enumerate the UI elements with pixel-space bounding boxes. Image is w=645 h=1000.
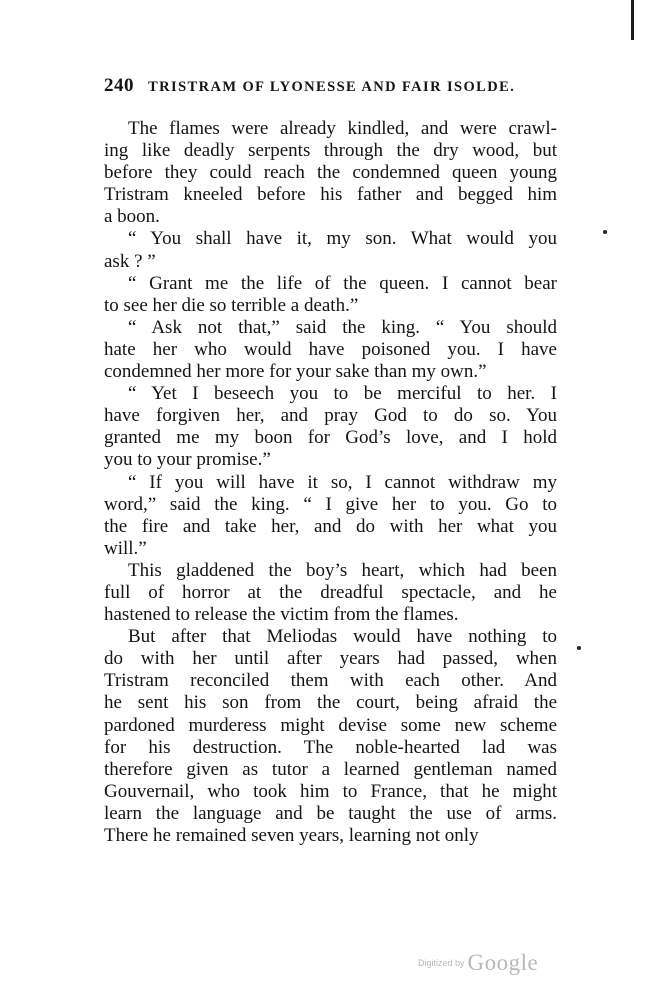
text-line: Tristram kneeled before his father and begged him <box>104 184 557 206</box>
text-line: But after that Meliodas would have nothing to <box>128 626 557 648</box>
text-line: a boon. <box>104 206 160 228</box>
text-line: There he remained seven years, learning not only <box>104 825 479 846</box>
digitized-by-google-watermark <box>418 950 538 976</box>
text-line: “ Yet I beseech you to be merciful to her. I <box>128 383 557 405</box>
text-line: do with her until after years had passed, when <box>104 648 557 670</box>
text-line: learn the language and be taught the use of arms. <box>104 802 557 824</box>
text-line: Tristram reconciled them with each other. And <box>104 670 557 692</box>
text-line: word,” said the king. “ I give her to you. Go to <box>104 493 557 515</box>
text-line: he sent his son from the court, being afraid the <box>104 692 557 714</box>
text-line: for his destruction. The noble-hearted lad was <box>104 736 557 758</box>
text-line: The flames were already kindled, and were crawl- <box>128 118 557 139</box>
text-line: “ You shall have it, my son. What would you <box>128 228 557 250</box>
text-line: the fire and take her, and do with her what you <box>104 515 557 537</box>
text-line: condemned her more for your sake than my own.” <box>104 361 487 383</box>
print-speck <box>577 646 581 650</box>
text-line: therefore given as tutor a learned gentleman named <box>104 758 557 780</box>
text-line: will.” <box>104 537 147 559</box>
text-line: ask ? ” <box>104 250 156 272</box>
text-line: hate her who would have poisoned you. I have <box>104 338 557 360</box>
text-line: to see her die so terrible a death.” <box>104 294 359 316</box>
page-number: 240 <box>104 75 134 96</box>
text-line: before they could reach the condemned queen young <box>104 162 557 184</box>
text-line: have forgiven her, and pray God to do so. You <box>104 405 557 427</box>
text-line: ing like deadly serpents through the dry wood, but <box>104 140 557 162</box>
text-line: pardoned murderess might devise some new scheme <box>104 714 557 736</box>
page-edge-line <box>631 0 634 40</box>
text-line: you to your promise.” <box>104 449 271 471</box>
text-line: granted me my boon for God’s love, and I hold <box>104 427 557 449</box>
running-title: TRISTRAM OF LYONESSE AND FAIR ISOLDE. <box>148 79 516 95</box>
body-text <box>104 118 557 847</box>
text-line: “ If you will have it so, I cannot withdraw my <box>128 471 557 493</box>
text-line: Gouvernail, who took him to France, that he might <box>104 780 557 802</box>
text-line: hastened to release the victim from the flames. <box>104 604 459 626</box>
watermark-prefix: Digitized by <box>418 958 465 968</box>
google-logo: Google <box>467 950 539 975</box>
text-line: “ Ask not that,” said the king. “ You should <box>128 316 557 338</box>
text-line: “ Grant me the life of the queen. I cannot bear <box>128 272 557 294</box>
running-head <box>104 75 564 105</box>
text-line: This gladdened the boy’s heart, which had been <box>128 559 557 581</box>
print-speck <box>603 230 607 234</box>
text-line: full of horror at the dreadful spectacle, and he <box>104 581 557 603</box>
